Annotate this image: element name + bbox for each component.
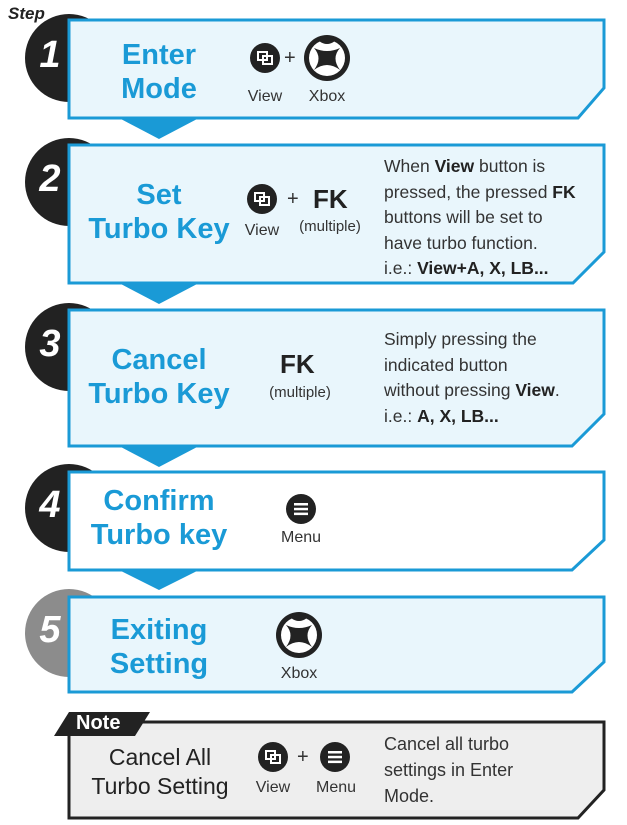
step-4-title-line2: Turbo key	[90, 519, 228, 551]
plus-sign: +	[287, 188, 299, 210]
menu-caption: Menu	[315, 779, 357, 796]
fk-multiple-caption: (multiple)	[299, 218, 361, 235]
step-4-arrow	[119, 570, 199, 590]
step-1-title-line1: Enter	[121, 39, 197, 71]
note-label: Note	[76, 712, 121, 734]
step-5-title-line2: Setting	[109, 648, 209, 680]
note-description: Cancel all turbo settings in Enter Mode.	[384, 734, 514, 806]
note-title-line1: Cancel All	[108, 744, 212, 770]
step-2-title	[80, 178, 238, 246]
step-3-title-line2: Turbo Key	[88, 378, 230, 410]
step-3-title	[80, 343, 238, 411]
fk-multiple-caption: (multiple)	[269, 384, 331, 401]
step-2-title-line2: Turbo Key	[88, 213, 230, 245]
fk-label: FK	[280, 349, 315, 379]
view-caption: View	[255, 779, 291, 796]
note-title	[78, 743, 242, 801]
plus-sign: +	[297, 746, 309, 768]
step-2-arrow	[119, 283, 199, 304]
menu-caption: Menu	[280, 529, 322, 546]
view-button-icon	[258, 742, 288, 772]
view-caption: View	[247, 88, 283, 105]
xbox-button-icon	[276, 612, 322, 658]
menu-button-icon	[286, 494, 316, 524]
step-4-number: 4	[39, 484, 61, 526]
step-1-title-line2: Mode	[121, 73, 197, 105]
xbox-caption: Xbox	[280, 665, 318, 682]
view-button-icon	[247, 184, 277, 214]
step-3-title-line1: Cancel	[111, 344, 207, 376]
step-3-arrow	[119, 446, 199, 467]
note-title-line2: Turbo Setting	[91, 773, 229, 799]
xbox-button-icon	[304, 35, 350, 81]
menu-button-icon	[320, 742, 350, 772]
step-2-title-line1: Set	[136, 179, 182, 211]
step-1-title	[80, 38, 238, 106]
xbox-caption: Xbox	[308, 88, 346, 105]
fk-label: FK	[313, 184, 348, 214]
step-5-title	[80, 613, 238, 681]
step-header-label: Step	[8, 4, 45, 23]
step-2-description: When View button is pressed, the pressed FK buttons will be set to have turbo function. i.e.: View+A, X, LB...	[384, 156, 576, 278]
step-5-number: 5	[39, 609, 61, 651]
step-3-number: 3	[39, 323, 61, 365]
step-4-title	[80, 484, 238, 552]
step-3-description: Simply pressing the indicated button without pressing View. i.e.: A, X, LB...	[384, 329, 560, 426]
step-1-arrow	[119, 118, 199, 139]
plus-sign: +	[284, 47, 296, 69]
step-2-number: 2	[39, 158, 61, 200]
step-4-title-line1: Confirm	[103, 485, 215, 517]
view-button-icon	[250, 43, 280, 73]
step-5-title-line1: Exiting	[110, 614, 208, 646]
step-1-number: 1	[39, 34, 61, 76]
view-caption: View	[244, 222, 280, 239]
